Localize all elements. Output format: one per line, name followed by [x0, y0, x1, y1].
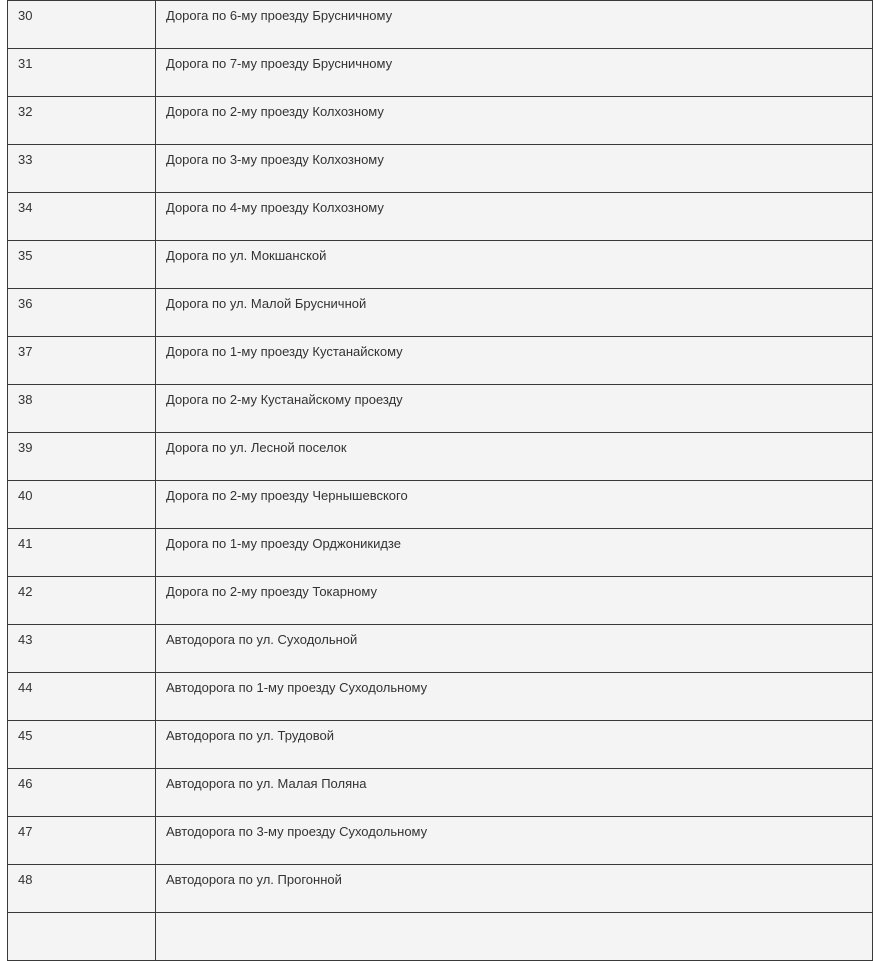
table-row [8, 673, 873, 721]
row-number-cell: 38 [8, 385, 156, 433]
row-number-cell: 47 [8, 817, 156, 865]
road-name-cell: Автодорога по ул. Суходольной [156, 625, 873, 673]
table-row [8, 817, 873, 865]
table-row [8, 193, 873, 241]
table-row [8, 385, 873, 433]
row-number-cell: 31 [8, 49, 156, 97]
row-number-cell: 34 [8, 193, 156, 241]
row-number-cell: 45 [8, 721, 156, 769]
row-number-cell: 39 [8, 433, 156, 481]
road-name-cell: Дорога по 1-му проезду Кустанайскому [156, 337, 873, 385]
road-name-cell: Дорога по 2-му проезду Токарному [156, 577, 873, 625]
table-row [8, 1, 873, 49]
road-name-cell: Дорога по 1-му проезду Орджоникидзе [156, 529, 873, 577]
table-row [8, 289, 873, 337]
road-name-cell: Дорога по 2-му Кустанайскому проезду [156, 385, 873, 433]
table-row [8, 625, 873, 673]
row-number-cell: 43 [8, 625, 156, 673]
road-name-cell: Дорога по 3-му проезду Колхозному [156, 145, 873, 193]
road-name-cell: Дорога по 2-му проезду Колхозному [156, 97, 873, 145]
table-row [8, 337, 873, 385]
table-row [8, 433, 873, 481]
row-number-cell: 40 [8, 481, 156, 529]
road-name-cell: Автодорога по ул. Трудовой [156, 721, 873, 769]
roads-table [7, 0, 873, 961]
road-name-cell: Дорога по ул. Лесной поселок [156, 433, 873, 481]
row-number-cell: 37 [8, 337, 156, 385]
table-row [8, 241, 873, 289]
road-name-cell: Дорога по ул. Малой Брусничной [156, 289, 873, 337]
row-number-cell: 42 [8, 577, 156, 625]
road-name-cell: Автодорога по 3-му проезду Суходольному [156, 817, 873, 865]
table-row [8, 913, 873, 961]
table-row [8, 865, 873, 913]
table-row [8, 481, 873, 529]
row-number-cell: 36 [8, 289, 156, 337]
road-name-cell: Автодорога по ул. Малая Поляна [156, 769, 873, 817]
row-number-cell: 41 [8, 529, 156, 577]
row-number-cell: 32 [8, 97, 156, 145]
row-number-cell: 46 [8, 769, 156, 817]
table-row [8, 769, 873, 817]
roads-table-body [8, 1, 873, 961]
road-name-cell: Дорога по 6-му проезду Брусничному [156, 1, 873, 49]
row-number-cell: 30 [8, 1, 156, 49]
table-row [8, 97, 873, 145]
row-number-cell [8, 913, 156, 961]
table-row [8, 721, 873, 769]
row-number-cell: 33 [8, 145, 156, 193]
road-name-cell: Дорога по 4-му проезду Колхозному [156, 193, 873, 241]
row-number-cell: 35 [8, 241, 156, 289]
road-name-cell: Дорога по 2-му проезду Чернышевского [156, 481, 873, 529]
road-name-cell: Дорога по ул. Мокшанской [156, 241, 873, 289]
row-number-cell: 48 [8, 865, 156, 913]
road-name-cell: Автодорога по 1-му проезду Суходольному [156, 673, 873, 721]
table-row [8, 529, 873, 577]
table-row [8, 577, 873, 625]
road-name-cell: Автодорога по ул. Прогонной [156, 865, 873, 913]
roads-table-container [7, 0, 872, 961]
road-name-cell: Дорога по 7-му проезду Брусничному [156, 49, 873, 97]
road-name-cell [156, 913, 873, 961]
table-row [8, 145, 873, 193]
row-number-cell: 44 [8, 673, 156, 721]
table-row [8, 49, 873, 97]
